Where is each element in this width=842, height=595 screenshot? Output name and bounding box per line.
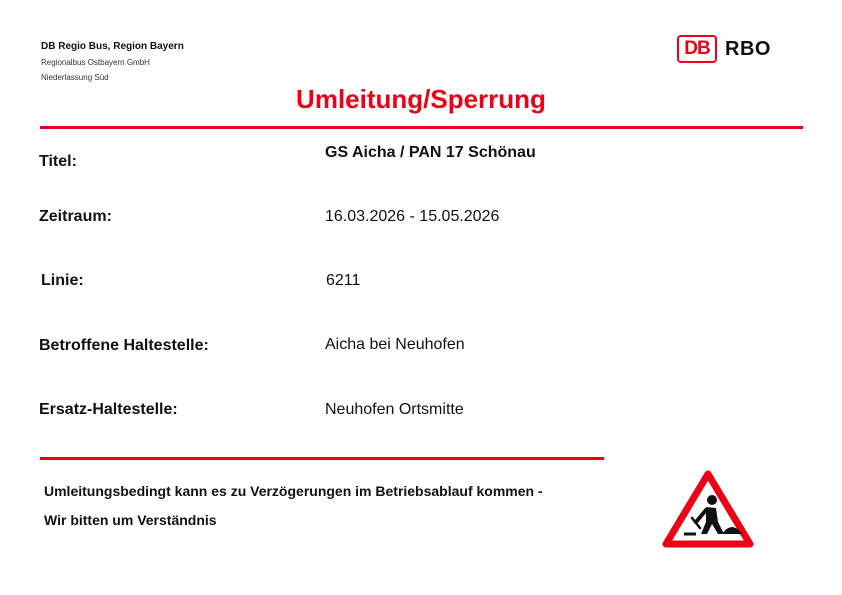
branch-name: Niederlassung Süd xyxy=(41,73,109,82)
value-ersatz-haltestelle: Neuhofen Ortsmitte xyxy=(325,401,464,418)
value-linie: 6211 xyxy=(326,272,361,289)
divider-top xyxy=(40,126,803,129)
label-linie: Linie: xyxy=(41,272,84,289)
label-zeitraum: Zeitraum: xyxy=(39,208,112,225)
subsidiary-name: Regionalbus Ostbayern GmbH xyxy=(41,58,150,67)
notice-line-1: Umleitungsbedingt kann es zu Verzögerungen im Betriebsablauf kommen - xyxy=(44,483,543,499)
roadworks-warning-sign-icon xyxy=(662,470,754,548)
value-zeitraum: 16.03.2026 - 15.05.2026 xyxy=(325,208,500,225)
value-betroffene-haltestelle: Aicha bei Neuhofen xyxy=(325,336,465,353)
label-betroffene-haltestelle: Betroffene Haltestelle: xyxy=(39,337,209,354)
label-titel: Titel: xyxy=(39,153,77,170)
divider-middle xyxy=(40,457,604,460)
rbo-logo: RBO xyxy=(725,38,771,60)
label-ersatz-haltestelle: Ersatz-Haltestelle: xyxy=(39,401,178,418)
value-titel: GS Aicha / PAN 17 Schönau xyxy=(325,144,536,161)
company-name: DB Regio Bus, Region Bayern xyxy=(41,41,184,52)
notice-line-2: Wir bitten um Verständnis xyxy=(44,512,217,528)
db-logo: DB xyxy=(677,35,717,63)
page-title: Umleitung/Sperrung xyxy=(296,84,546,114)
